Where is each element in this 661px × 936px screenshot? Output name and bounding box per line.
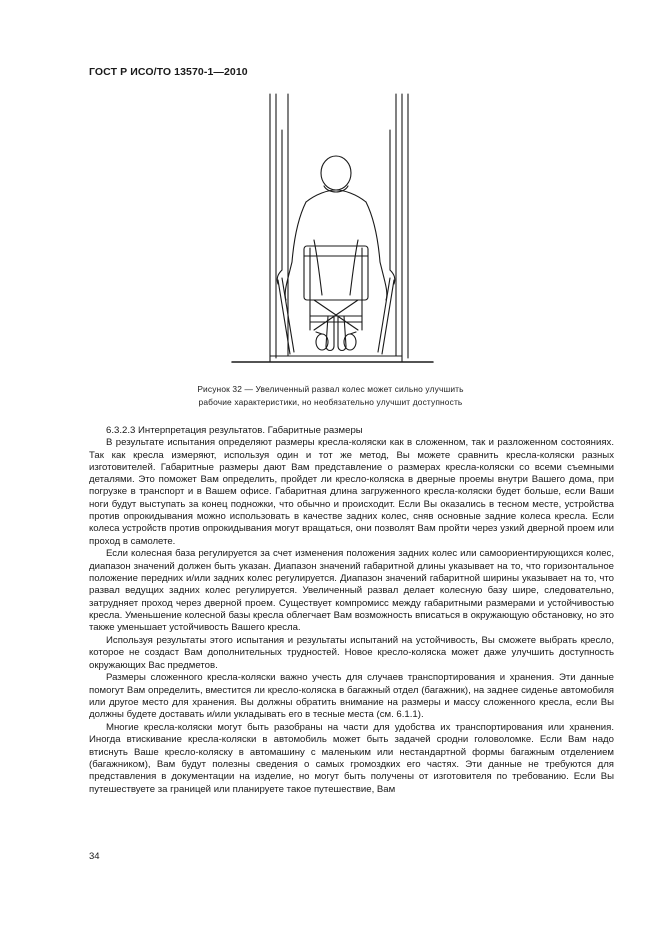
figure-caption-line-1: Рисунок 32 — Увеличенный развал колес может сильно улучшить [197, 384, 464, 394]
section-title: 6.3.2.3 Интерпретация результатов. Габаритные размеры [106, 425, 363, 436]
figure-caption [150, 383, 511, 409]
body-text [89, 425, 614, 796]
paragraph: В результате испытания определяют размеры кресла-коляски как в сложенном, так и разложенном состояниях. Так как кресла измеряют, используя один и тот же метод, Вы можете сравнить кресла-коляски разных изготовителей. Габаритные размеры дают Вам представление о размерах кресла-коляски со всеми съемными деталями. Это поможет Вам определить, пройдет ли кресло-коляска в дверные проемы внутри Вашего дома, при погрузке в транспорт и в Вашем офисе. Габаритная длина загруженного кресла-коляски будет больше, если Ваши ноги будут выступать за конец подножки, что обычно и происходит. Если Вы оказались в тесном месте, устройства против опрокидывания можно использовать в качестве задних колес, сняв основные задние колеса кресла. Если колеса устройств против опрокидывания могут вращаться, они позволят Вам пройти через узкий дверной проем или проход в самолете. [89, 437, 614, 547]
paragraph: Используя результаты этого испытания и результаты испытаний на устойчивость, Вы сможете выбрать кресло, которое не создаст Вам дополнительных трудностей. Новое кресло-коляска может даже улучшить доступность окружающих Вас предметов. [89, 635, 614, 671]
wheelchair-user-illustration [230, 90, 435, 375]
paragraph: Если колесная база регулируется за счет изменения положения задних колес или самоориентирующихся колес, диапазон значений должен быть указан. Диапазон значений габаритной длины указывает на то, что горизонтальное положение передних и/или задних колес регулируется. Диапазон значений габаритной ширины указывает на то, что развал ведущих задних колес регулируется. Увеличенный развал делает колесную базу шире, следовательно, затрудняет проход через дверной проем. Существует компромисс между габаритными размерами и устойчивостью кресла. Уменьшение колесной базы кресла облегчает Вам возможность вписаться в окружающую обстановку, но это также уменьшает устойчивость Вашего кресла. [89, 548, 614, 634]
wheelchair-doorway-figure [230, 90, 435, 375]
page-number: 34 [89, 851, 100, 862]
paragraph: Многие кресла-коляски могут быть разобраны на части для удобства их транспортирования или хранения. Иногда втискивание кресла-коляски в автомобиль может быть задачей сродни головоломке. Если Вам надо втиснуть Ваше кресло-коляску в автомашину с маленьким или нестандартной формы багажным отделением (багажником), Вам будут полезны сведения о самых громоздких его частях. Эти данные не требуются для представления в документации на изделие, но могут быть получены от изготовителя по требованию. Если Вы путешествуете за границей или планируете такое путешествие, Вам [89, 722, 614, 795]
paragraph: Размеры сложенного кресла-коляски важно учесть для случаев транспортирования и хранения. Эти данные помогут Вам определить, вместится ли кресло-коляска в багажный отдел (багажник), на заднее сиденье автомобиля или другое место для хранения. Вы должны обратить внимание на размеры и массу сложенного кресла, если Вы должны будете доставать и/или укладывать его в тесные места (см. 6.1.1). [89, 672, 614, 721]
figure-caption-line-2: рабочие характеристики, но необязательно улучшит доступность [198, 397, 463, 407]
document-header: ГОСТ Р ИСО/ТО 13570-1—2010 [89, 66, 248, 78]
